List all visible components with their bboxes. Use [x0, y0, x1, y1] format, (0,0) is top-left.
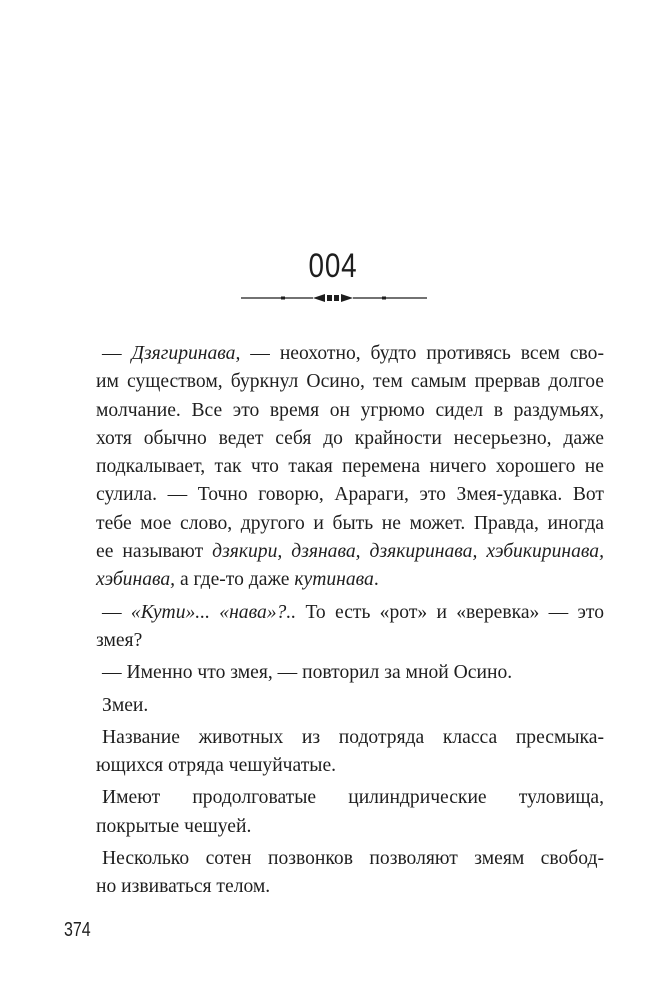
text-run: Змеи. — [102, 694, 149, 716]
text-line — [96, 425, 604, 453]
text-line — [96, 453, 604, 481]
text-run: молчание. Все это время он угрюмо сидел в раздумьях, — [96, 399, 604, 421]
text-run: То есть «рот» и «веревка» — это — [296, 601, 605, 623]
ornament-divider-icon — [241, 290, 427, 306]
text-run: змея? — [96, 629, 143, 651]
text-line — [96, 510, 604, 538]
text-run: — Именно что змея, — повторил за мной Осино. — [102, 662, 513, 684]
text-run: покрытые чешуей. — [96, 815, 252, 837]
text-run: — — [102, 343, 132, 364]
text-run: а где-то даже — [175, 569, 295, 591]
text-run: . — [373, 569, 379, 591]
text-line — [96, 692, 604, 720]
paragraph — [96, 692, 604, 720]
text-line — [96, 627, 604, 655]
text-line — [96, 538, 604, 566]
chapter-title: 004 — [308, 247, 358, 285]
paragraph — [96, 784, 604, 841]
text-run: — — [102, 601, 131, 623]
text-line — [96, 845, 604, 873]
italic-text: кутинава — [294, 569, 374, 591]
text-line — [96, 813, 604, 841]
text-run: — неохотно, будто противясь всем сво- — [240, 343, 604, 364]
text-line — [96, 724, 604, 752]
text-line — [96, 752, 604, 780]
paragraph — [96, 659, 604, 687]
text-run: подкалывает, так что такая перемена ничего хорошего не — [96, 456, 604, 478]
body-text — [96, 340, 604, 902]
text-run: но извиваться телом. — [96, 876, 271, 898]
text-line — [96, 481, 604, 509]
text-run: ее называют — [96, 541, 213, 563]
italic-text: «Кути»... «нава»?.. — [130, 601, 297, 623]
paragraph — [96, 845, 604, 902]
italic-text: дзякири, дзянава, дзякиринава, хэбикиринава, — [212, 541, 604, 563]
paragraph — [96, 724, 604, 781]
text-line — [96, 659, 604, 687]
text-line — [96, 784, 604, 812]
italic-text: хэбинава, — [96, 569, 176, 591]
paragraph — [96, 599, 604, 656]
italic-text: Дзягиринава, — [131, 343, 241, 364]
text-run: им существом, буркнул Осино, тем самым прервав долгое — [96, 371, 604, 393]
text-line — [96, 873, 604, 901]
text-run: тебе мое слово, другого и быть не может. Правда, иногда — [96, 512, 604, 534]
text-line — [96, 340, 604, 368]
text-line — [96, 368, 604, 396]
text-run: сулила. — Точно говорю, Арараги, это Змея-удавка. Вот — [96, 484, 604, 506]
text-line — [96, 397, 604, 425]
text-run: хотя обычно ведет себя до крайности несерьезно, даже — [96, 427, 604, 449]
text-run: Несколько сотен позвонков позволяют змеям свобод- — [102, 848, 604, 870]
text-run: Название животных из подотряда класса пресмыка- — [102, 726, 604, 748]
paragraph — [96, 340, 604, 595]
text-run: Имеют продолговатые цилиндрические туловища, — [102, 787, 604, 809]
page-number: 374 — [64, 919, 91, 941]
text-line — [96, 599, 604, 627]
text-line — [96, 566, 604, 594]
text-run: ющихся отряда чешуйчатые. — [96, 755, 337, 777]
